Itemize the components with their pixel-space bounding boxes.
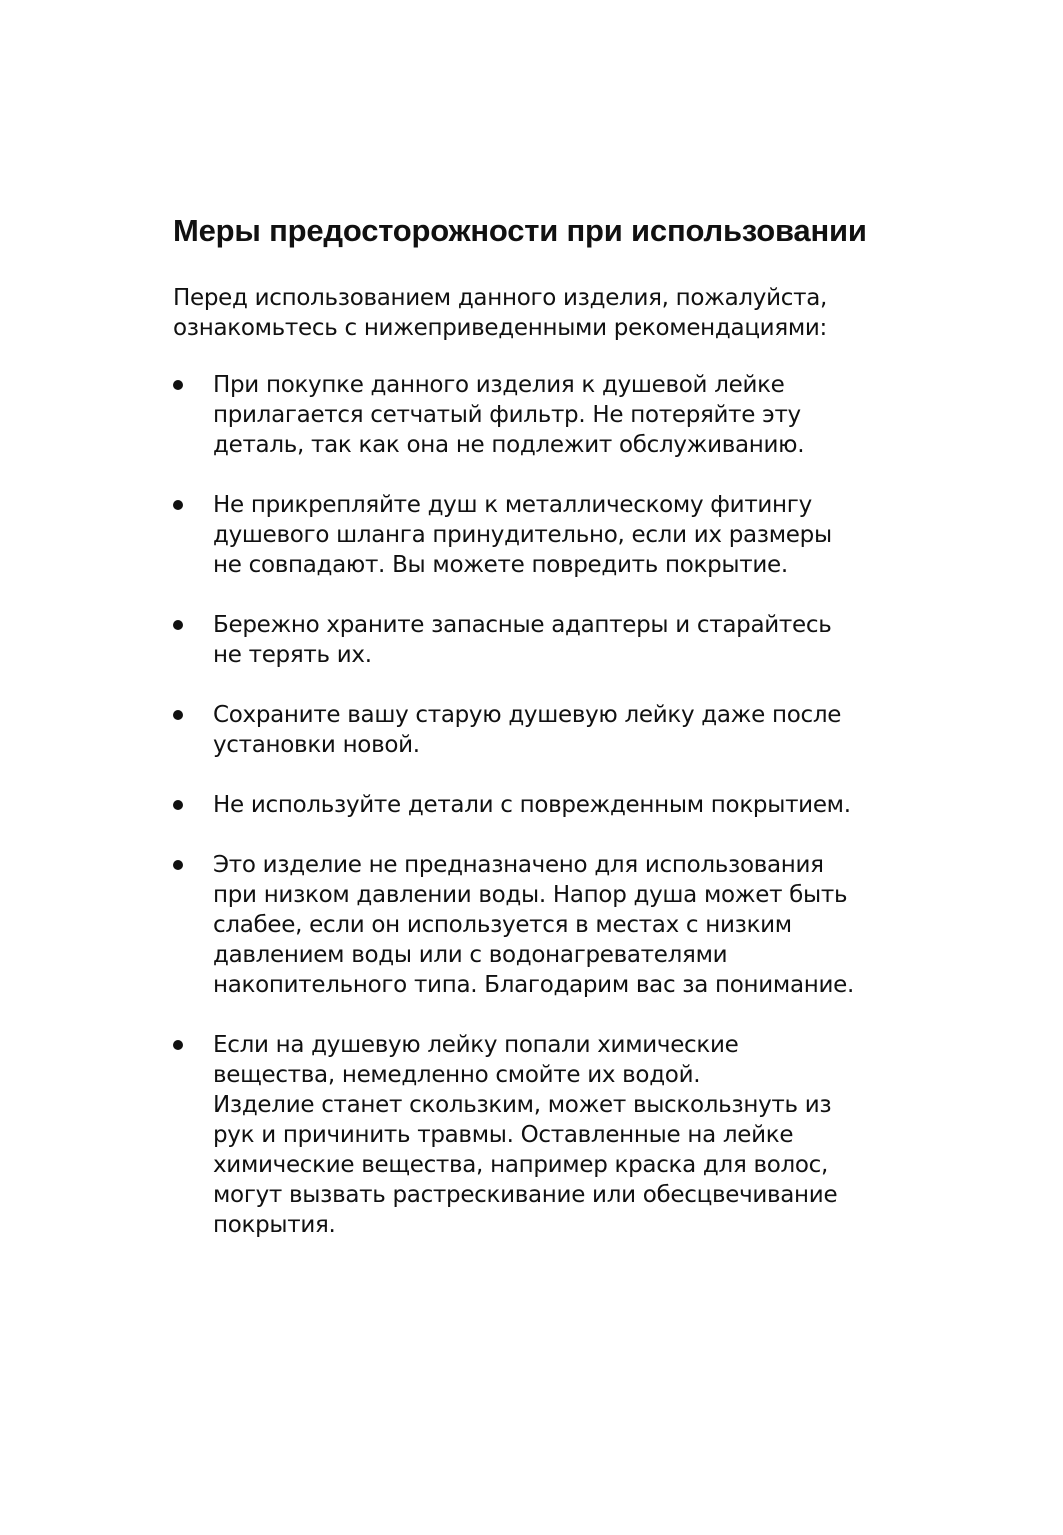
list-item-line: покрытия. <box>213 1212 336 1238</box>
list-item-line: деталь, так как она не подлежит обслуживанию. <box>213 432 805 458</box>
list-item <box>173 850 893 1000</box>
list-item-line: накопительного типа. Благодарим вас за понимание. <box>213 972 855 998</box>
list-item-line: не терять их. <box>213 642 372 668</box>
list-item-line: химические вещества, например краска для волос, <box>213 1152 829 1178</box>
bullet-icon <box>173 800 183 810</box>
list-item <box>173 370 893 460</box>
list-item-line: Если на душевую лейку попали химические <box>213 1032 739 1058</box>
bullet-icon <box>173 500 183 510</box>
list-item-line: Не используйте детали с поврежденным покрытием. <box>213 792 851 818</box>
list-item-line: не совпадают. Вы можете повредить покрытие. <box>213 552 788 578</box>
list-item-line: Изделие станет скользким, может выскользнуть из <box>213 1092 832 1118</box>
list-item-line: рук и причинить травмы. Оставленные на лейке <box>213 1122 794 1148</box>
precautions-list <box>173 370 893 1270</box>
list-item-line: вещества, немедленно смойте их водой. <box>213 1062 701 1088</box>
intro-paragraph <box>173 283 827 343</box>
list-item-line: Не прикрепляйте душ к металлическому фитингу <box>213 492 812 518</box>
list-item <box>173 610 893 670</box>
bullet-icon <box>173 860 183 870</box>
intro-line: ознакомьтесь с нижеприведенными рекомендациями: <box>173 315 828 341</box>
list-item-line: слабее, если он используется в местах с низким <box>213 912 792 938</box>
bullet-icon <box>173 1040 183 1050</box>
list-item-line: Сохраните вашу старую душевую лейку даже после <box>213 702 842 728</box>
page-title: Меры предосторожности при использовании <box>173 213 867 248</box>
list-item-line: установки новой. <box>213 732 420 758</box>
bullet-icon <box>173 710 183 720</box>
bullet-icon <box>173 620 183 630</box>
list-item-line: При покупке данного изделия к душевой лейке <box>213 372 785 398</box>
list-item-line: прилагается сетчатый фильтр. Не потеряйте эту <box>213 402 801 428</box>
list-item-line: душевого шланга принудительно, если их размеры <box>213 522 832 548</box>
list-item-line: Это изделие не предназначено для использования <box>213 852 824 878</box>
bullet-icon <box>173 380 183 390</box>
list-item <box>173 790 893 820</box>
list-item-line: при низком давлении воды. Напор душа может быть <box>213 882 848 908</box>
list-item <box>173 1030 893 1240</box>
list-item-line: могут вызвать растрескивание или обесцвечивание <box>213 1182 838 1208</box>
list-item <box>173 490 893 580</box>
intro-line: Перед использованием данного изделия, пожалуйста, <box>173 285 827 311</box>
list-item <box>173 700 893 760</box>
list-item-line: Бережно храните запасные адаптеры и старайтесь <box>213 612 832 638</box>
list-item-line: давлением воды или с водонагревателями <box>213 942 728 968</box>
